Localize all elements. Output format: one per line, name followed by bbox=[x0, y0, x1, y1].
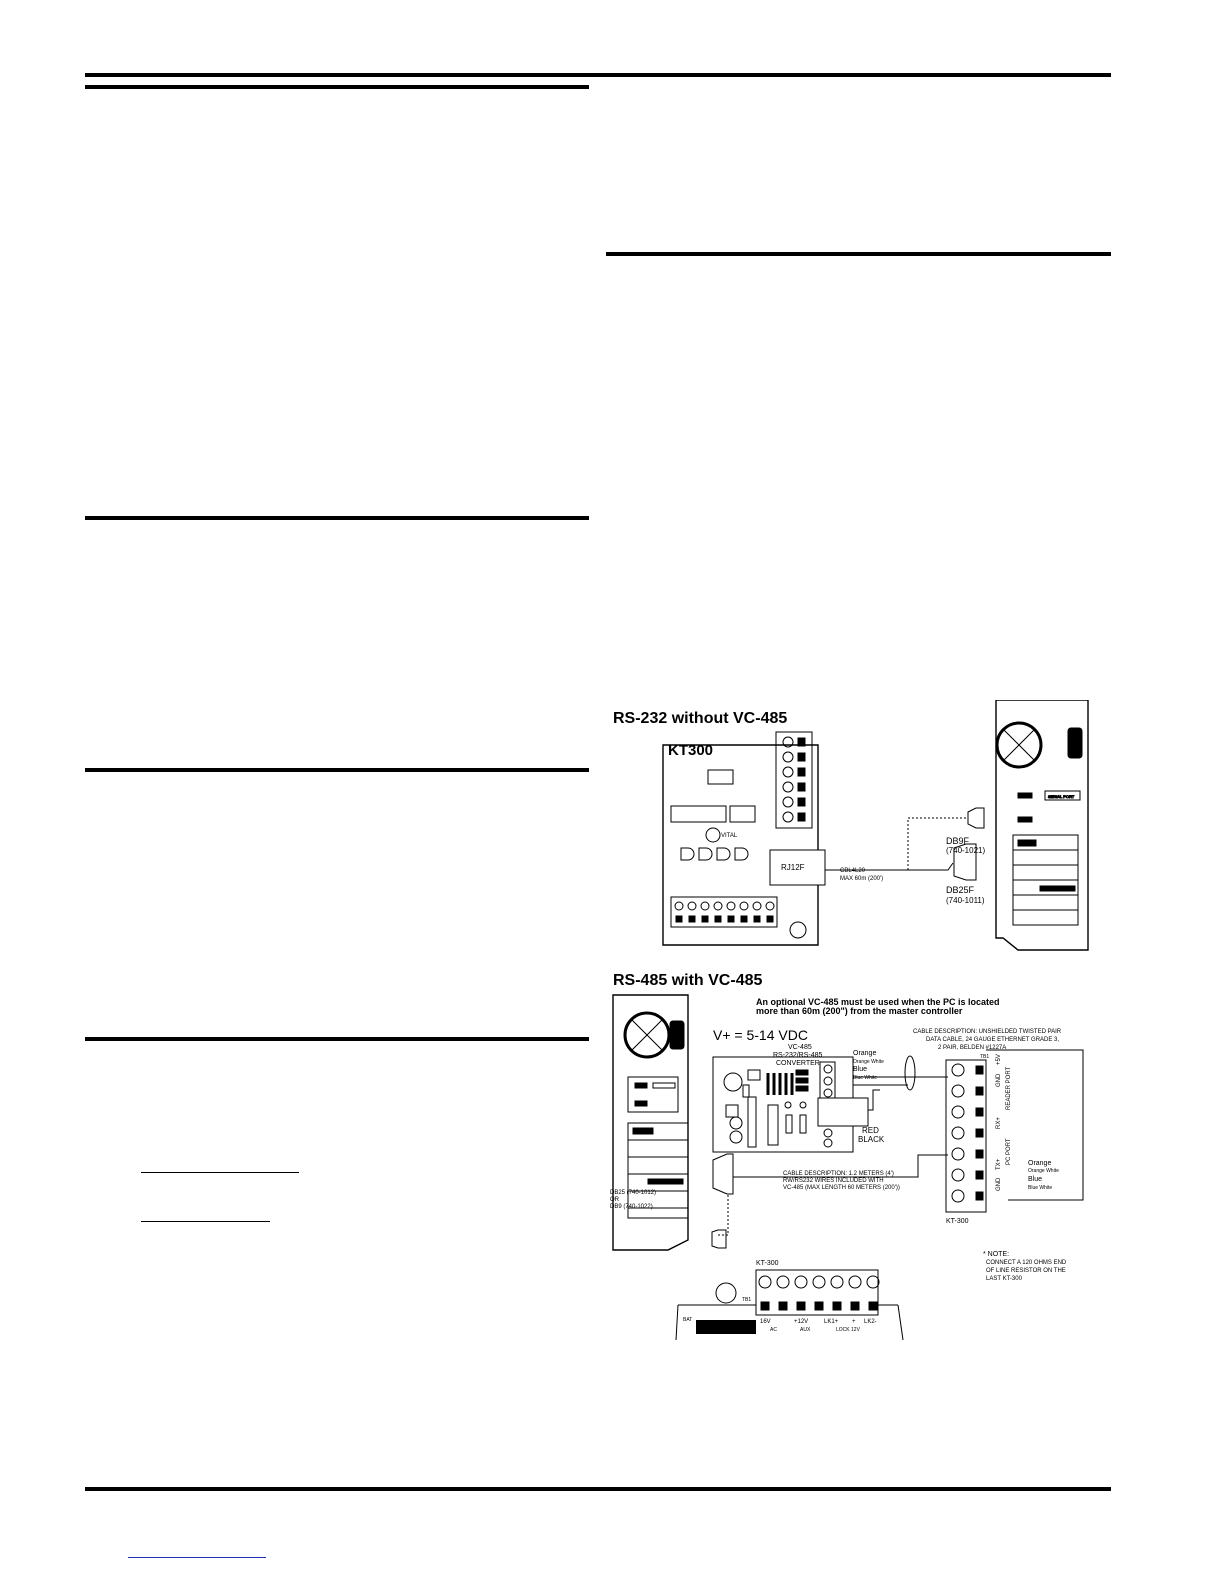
kt300-right-label: KT-300 bbox=[946, 1218, 969, 1225]
port-labels bbox=[996, 1054, 1012, 1191]
converter-label: CONVERTER bbox=[776, 1060, 820, 1067]
db25-part-2: DB25 (740-1012) bbox=[610, 1190, 657, 1196]
cable-desc-2: DATA CABLE, 24 GAUGE ETHERNET GRADE 3, bbox=[926, 1037, 1060, 1043]
kt300-right-terminal bbox=[946, 1050, 1083, 1212]
red-label: RED bbox=[862, 1126, 879, 1135]
wire-orange-white: Orange White bbox=[853, 1059, 884, 1065]
db25-connector-2 bbox=[713, 1154, 733, 1194]
bottom-label-lk1: LK1+ bbox=[824, 1319, 839, 1325]
vital-label: VITAL bbox=[721, 833, 738, 839]
converter-type: RS-232/RS-485 bbox=[773, 1052, 823, 1059]
diode-row bbox=[681, 848, 748, 860]
port-label-gnd: GND bbox=[996, 1073, 1002, 1087]
port-label-gnd2: GND bbox=[996, 1177, 1002, 1191]
cable-length: MAX 60m (200') bbox=[840, 876, 884, 882]
wire-right-orange-white: Orange White bbox=[1028, 1168, 1059, 1174]
tb1-label: TB1 bbox=[980, 1054, 990, 1060]
wire-right-blue: Blue bbox=[1028, 1176, 1043, 1183]
note-line-3: OF LINE RESISTOR ON THE bbox=[986, 1268, 1066, 1274]
db9-connector-2 bbox=[712, 1230, 726, 1248]
pc-tower bbox=[996, 700, 1088, 950]
power-supply bbox=[818, 1098, 868, 1126]
note-line-2: CONNECT A 120 OHMS END bbox=[986, 1260, 1067, 1266]
kt300-chip bbox=[708, 770, 733, 784]
wire-blue-white: Blue White bbox=[853, 1075, 878, 1081]
left-col-rule-4 bbox=[85, 1037, 589, 1041]
bottom-group-aux: AUX bbox=[800, 1327, 811, 1333]
pc-port-label: PC PORT bbox=[1006, 1138, 1012, 1165]
wire-orange: Orange bbox=[853, 1050, 877, 1057]
kt300-board-outline bbox=[663, 745, 818, 945]
pc-cable-desc-3: VC-485 (MAX LENGTH 60 METERS (200')) bbox=[783, 1185, 900, 1191]
voltage-label: V+ = 5-14 VDC bbox=[713, 1027, 808, 1043]
rs485-diagram bbox=[608, 965, 1108, 1355]
bottom-group-lock: LOCK 12V bbox=[836, 1327, 860, 1333]
kt300-bottom-label: KT-300 bbox=[756, 1260, 779, 1267]
bottom-label-plus: + bbox=[852, 1319, 856, 1325]
kt300-chip-long bbox=[671, 806, 726, 822]
vital-component bbox=[706, 828, 720, 842]
rs485-title: RS-485 with VC-485 bbox=[613, 972, 763, 989]
battery-block bbox=[696, 1320, 756, 1334]
power-wire bbox=[868, 1090, 880, 1110]
header-rule-top bbox=[85, 73, 1111, 77]
port-label-rx: RX+ bbox=[996, 1117, 1002, 1129]
left-col-rule-1 bbox=[85, 85, 589, 89]
bottom-group-ac: AC bbox=[770, 1327, 777, 1333]
link-underline-2[interactable] bbox=[141, 1221, 270, 1222]
left-col-rule-2 bbox=[85, 516, 589, 520]
vc485-note-text: An optional VC-485 must be used when the PC is located bbox=[756, 997, 1000, 1007]
battery-connector bbox=[790, 922, 806, 938]
footer-link-underline[interactable] bbox=[128, 1557, 266, 1558]
pc-cable-desc-2: RW/RS232 WIRES INCLUDED WITH bbox=[783, 1178, 884, 1184]
vc485-note bbox=[756, 997, 1002, 1016]
port-label-5v: +5V bbox=[996, 1054, 1002, 1065]
converter-name: VC-485 bbox=[788, 1044, 812, 1051]
note-asterisk: * NOTE: bbox=[983, 1251, 1010, 1258]
db9-part: (740-1021) bbox=[946, 846, 986, 855]
link-underline-1[interactable] bbox=[141, 1172, 299, 1173]
kt300-chip-small bbox=[730, 806, 755, 822]
cable-desc-1: CABLE DESCRIPTION: UNSHIELDED TWISTED PAIR bbox=[913, 1029, 1062, 1035]
db25-part: (740-1011) bbox=[946, 896, 985, 905]
port-label-tx: TX+ bbox=[996, 1158, 1002, 1170]
kt300-terminal-bottom bbox=[671, 897, 777, 927]
pc-cable-desc-1: CABLE DESCRIPTION: 1.2 METERS (4') bbox=[783, 1171, 894, 1177]
footer-rule bbox=[85, 1487, 1111, 1491]
rs232-title: RS-232 without VC-485 bbox=[613, 710, 788, 727]
wire-blue: Blue bbox=[853, 1066, 868, 1073]
db9-label: DB9F bbox=[946, 836, 970, 846]
left-col-rule-3 bbox=[85, 768, 589, 772]
cable-label: CBL4L20 bbox=[840, 868, 866, 874]
bottom-label-16v: 16V bbox=[760, 1319, 771, 1325]
pc-serial-label: SERIAL PORT bbox=[1048, 794, 1075, 799]
or-label: OR bbox=[610, 1197, 619, 1203]
db25-label: DB25F bbox=[946, 885, 975, 895]
pc-rs232-cable-dotted bbox=[718, 1195, 728, 1235]
bottom-label-lk2: LK2- bbox=[864, 1319, 877, 1325]
right-col-rule-1 bbox=[606, 252, 1111, 256]
bat-label: BAT bbox=[683, 1317, 693, 1323]
rj12-label: RJ12F bbox=[781, 863, 805, 872]
black-label: BLACK bbox=[858, 1135, 885, 1144]
reader-port-label: READER PORT bbox=[1006, 1066, 1012, 1110]
db9-connector bbox=[968, 808, 984, 828]
wire-right-orange: Orange bbox=[1028, 1160, 1052, 1167]
pc-tower-left bbox=[613, 995, 688, 1250]
db9-part-2: DB9 (740-1022) bbox=[610, 1204, 653, 1210]
rs232-diagram bbox=[608, 700, 1108, 965]
cable-desc-3: 2 PAIR, BELDEN #1227A bbox=[938, 1045, 1007, 1051]
note-line-4: LAST KT-300 bbox=[986, 1276, 1022, 1282]
wire-right-blue-white: Blue White bbox=[1028, 1185, 1053, 1191]
vc485-note-text-2: more than 60m (200") from the master controller bbox=[756, 1006, 963, 1016]
kt300-terminal-top bbox=[776, 732, 812, 828]
kt300-label: KT300 bbox=[668, 742, 714, 759]
tb1-bottom-label: TB1 bbox=[742, 1297, 752, 1303]
bottom-label-12v: +12V bbox=[794, 1319, 809, 1325]
